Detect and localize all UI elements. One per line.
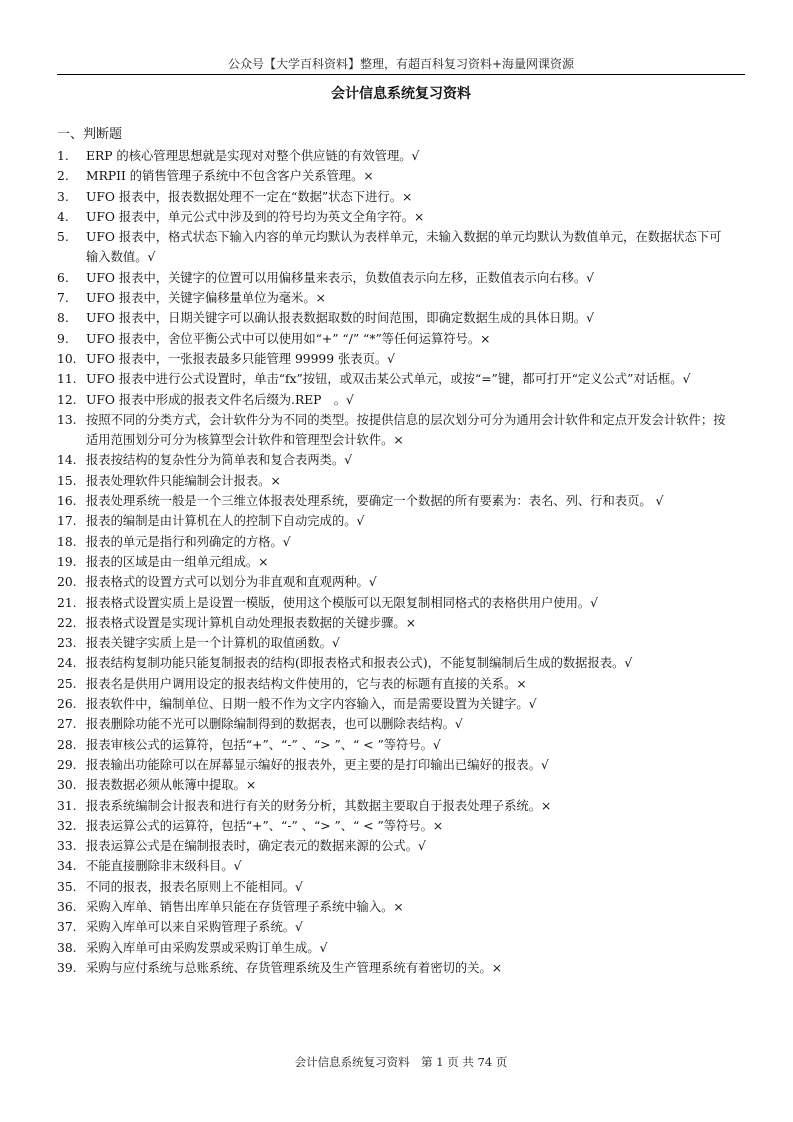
list-item bbox=[57, 390, 727, 410]
item-number: 35. bbox=[57, 879, 77, 894]
item-text: 报表运算公式的运算符，包括“+”、“-” 、“> ”、“ < ”等符号。× bbox=[86, 818, 444, 833]
item-text: 报表格式设置是实现计算机自动处理报表数据的关键步骤。× bbox=[86, 615, 417, 630]
item-number: 22. bbox=[57, 615, 77, 630]
item-number: 23. bbox=[57, 636, 77, 651]
list-item bbox=[57, 308, 727, 328]
item-text: 报表处理系统一般是一个三维立体报表处理系统，要确定一个数据的所有要素为：表名、列、行和表页。 √ bbox=[86, 494, 664, 509]
item-text: 采购入库单可以来自采购管理子系统。√ bbox=[86, 920, 303, 935]
list-item bbox=[57, 897, 727, 917]
item-number: 13. bbox=[57, 412, 77, 427]
item-number: 2. bbox=[57, 169, 69, 184]
document-title: 会计信息系统复习资料 bbox=[331, 86, 471, 102]
list-item bbox=[57, 532, 727, 552]
item-number: 26. bbox=[57, 697, 77, 712]
item-text: 报表数据必须从帐簿中提取。× bbox=[86, 778, 257, 793]
list-item bbox=[57, 268, 727, 288]
item-number: 3. bbox=[57, 189, 69, 204]
item-text: UFO 报表中，关键字偏移量单位为毫米。× bbox=[86, 291, 326, 306]
list-item bbox=[57, 227, 727, 268]
list-item bbox=[57, 674, 727, 694]
item-text: 按照不同的分类方式，会计软件分为不同的类型。按提供信息的层次划分可分为通用会计软件和定点开发会计软件；按适用范围划分可分为核算型会计软件和管理型会计软件。× bbox=[86, 412, 726, 448]
item-number: 30. bbox=[57, 778, 77, 793]
list-item bbox=[57, 694, 727, 714]
item-number: 18. bbox=[57, 534, 77, 549]
item-number: 39. bbox=[57, 960, 77, 975]
item-number: 28. bbox=[57, 737, 77, 752]
item-text: 报表按结构的复杂性分为简单表和复合表两类。√ bbox=[86, 453, 353, 468]
list-item bbox=[57, 187, 727, 207]
item-number: 25. bbox=[57, 676, 77, 691]
list-item bbox=[57, 450, 727, 470]
item-text: 报表删除功能不光可以删除编制得到的数据表，也可以删除表结构。√ bbox=[86, 717, 463, 732]
item-text: 报表结构复制功能只能复制报表的结构(即报表格式和报表公式)，不能复制编制后生成的数据报表。√ bbox=[86, 656, 633, 671]
list-item bbox=[57, 511, 727, 531]
item-text: UFO 报表中进行公式设置时，单击“fx”按钮，或双击某公式单元，或按“=”键，都可打开“定义公式”对话框。√ bbox=[86, 372, 691, 387]
item-text: UFO 报表中，格式状态下输入内容的单元均默认为表样单元，未输入数据的单元均默认为数值单元，在数据状态下可输入数值。√ bbox=[86, 230, 722, 265]
item-number: 17. bbox=[57, 514, 77, 529]
item-text: UFO 报表中形成的报表文件名后缀为.REP 。√ bbox=[86, 392, 354, 407]
list-item bbox=[57, 288, 727, 308]
item-number: 19. bbox=[57, 554, 77, 569]
item-text: 报表格式设置实质上是设置一模版，使用这个模版可以无限复制相同格式的表格供用户使用。√ bbox=[86, 595, 599, 610]
item-number: 5. bbox=[57, 230, 69, 245]
list-item bbox=[57, 877, 727, 897]
item-number: 10. bbox=[57, 351, 77, 366]
item-number: 6. bbox=[57, 270, 69, 285]
item-text: UFO 报表中，一张报表最多只能管理 99999 张表页。√ bbox=[86, 351, 396, 366]
list-item bbox=[57, 755, 727, 775]
item-text: UFO 报表中，关键字的位置可以用偏移量来表示，负数值表示向左移，正数值表示向右移。√ bbox=[86, 270, 595, 285]
list-item bbox=[57, 329, 727, 349]
item-number: 32. bbox=[57, 818, 77, 833]
page-header: 公众号【大学百科资料】整理，有超百科复习资料+海量网课资源 bbox=[227, 57, 575, 71]
item-number: 15. bbox=[57, 473, 77, 488]
item-number: 4. bbox=[57, 209, 69, 224]
item-number: 14. bbox=[57, 453, 77, 468]
list-item bbox=[57, 146, 727, 166]
item-number: 11. bbox=[57, 372, 77, 387]
item-number: 1. bbox=[57, 149, 69, 163]
list-item bbox=[57, 410, 727, 451]
item-number: 37. bbox=[57, 920, 77, 935]
list-item bbox=[57, 938, 727, 958]
item-text: UFO 报表中，日期关键字可以确认报表数据取数的时间范围，即确定数据生成的具体日期。√ bbox=[86, 311, 595, 326]
list-item bbox=[57, 613, 727, 633]
item-text: 报表审核公式的运算符，包括“+”、“-” 、“> ”、“ < ”等符号。√ bbox=[86, 737, 441, 752]
list-item bbox=[57, 633, 727, 653]
item-text: 采购入库单可由采购发票或采购订单生成。√ bbox=[86, 940, 328, 955]
list-item bbox=[57, 856, 727, 876]
page-footer: 会计信息系统复习资料 第 1 页 共 74 页 bbox=[294, 1055, 508, 1069]
item-text: 报表运算公式是在编制报表时，确定表元的数据来源的公式。√ bbox=[86, 839, 426, 854]
list-item bbox=[57, 775, 727, 795]
item-number: 29. bbox=[57, 757, 77, 772]
section-heading: 一、判断题 bbox=[57, 127, 123, 142]
item-number: 33. bbox=[57, 839, 77, 854]
list-item bbox=[57, 593, 727, 613]
list-item bbox=[57, 816, 727, 836]
item-number: 20. bbox=[57, 575, 77, 590]
list-item bbox=[57, 572, 727, 592]
list-item bbox=[57, 207, 727, 227]
list-item bbox=[57, 917, 727, 937]
item-text: MRPII 的销售管理子系统中不包含客户关系管理。× bbox=[86, 169, 374, 184]
item-number: 34. bbox=[57, 859, 77, 874]
item-text: 报表关键字实质上是一个计算机的取值函数。√ bbox=[86, 636, 340, 651]
item-text: 报表的单元是指行和列确定的方格。√ bbox=[86, 534, 291, 549]
list-item bbox=[57, 349, 727, 369]
item-text: 报表名是供用户调用设定的报表结构文件使用的，它与表的标题有直接的关系。× bbox=[86, 676, 527, 691]
item-text: 报表处理软件只能编制会计报表。× bbox=[86, 473, 281, 488]
list-item bbox=[57, 653, 727, 673]
question-list bbox=[57, 146, 727, 978]
list-item bbox=[57, 958, 727, 978]
item-number: 12. bbox=[57, 392, 77, 407]
item-text: 报表的区域是由一组单元组成。× bbox=[86, 554, 269, 569]
item-text: 报表软件中，编制单位、日期一般不作为文字内容输入，而是需要设置为关键字。√ bbox=[86, 697, 537, 712]
item-number: 8. bbox=[57, 311, 69, 326]
item-number: 38. bbox=[57, 940, 77, 955]
item-number: 21. bbox=[57, 595, 77, 610]
item-number: 9. bbox=[57, 331, 69, 346]
item-text: 报表的编制是由计算机在人的控制下自动完成的。√ bbox=[86, 514, 365, 529]
item-text: 采购入库单、销售出库单只能在存货管理子系统中输入。× bbox=[86, 899, 404, 914]
item-number: 7. bbox=[57, 291, 69, 306]
item-number: 16. bbox=[57, 494, 77, 509]
item-text: ERP 的核心管理思想就是实现对对整个供应链的有效管理。√ bbox=[86, 149, 420, 163]
list-item bbox=[57, 714, 727, 734]
item-text: UFO 报表中，报表数据处理不一定在“数据”状态下进行。× bbox=[86, 189, 413, 204]
item-number: 36. bbox=[57, 899, 77, 914]
item-number: 31. bbox=[57, 798, 77, 813]
item-text: UFO 报表中，单元公式中涉及到的符号均为英文全角字符。× bbox=[86, 209, 425, 224]
item-text: 报表系统编制会计报表和进行有关的财务分析，其数据主要取自于报表处理子系统。× bbox=[86, 798, 552, 813]
list-item bbox=[57, 552, 727, 572]
item-text: 不能直接删除非末级科目。√ bbox=[86, 859, 242, 874]
list-item bbox=[57, 166, 727, 186]
list-item bbox=[57, 836, 727, 856]
header-rule bbox=[57, 74, 745, 75]
list-item bbox=[57, 471, 727, 491]
item-number: 27. bbox=[57, 717, 77, 732]
item-text: UFO 报表中，舍位平衡公式中可以使用如“+” “/” “*”等任何运算符号。× bbox=[86, 331, 491, 346]
item-text: 不同的报表，报表名原则上不能相同。√ bbox=[86, 879, 303, 894]
item-number: 24. bbox=[57, 656, 77, 671]
list-item bbox=[57, 491, 727, 511]
item-text: 报表输出功能除可以在屏幕显示编好的报表外，更主要的是打印输出已编好的报表。√ bbox=[86, 757, 549, 772]
item-text: 报表格式的设置方式可以划分为非直观和直观两种。√ bbox=[86, 575, 377, 590]
list-item bbox=[57, 735, 727, 755]
list-item bbox=[57, 369, 727, 389]
item-text: 采购与应付系统与总账系统、存货管理系统及生产管理系统有着密切的关。× bbox=[86, 960, 503, 975]
list-item bbox=[57, 796, 727, 816]
